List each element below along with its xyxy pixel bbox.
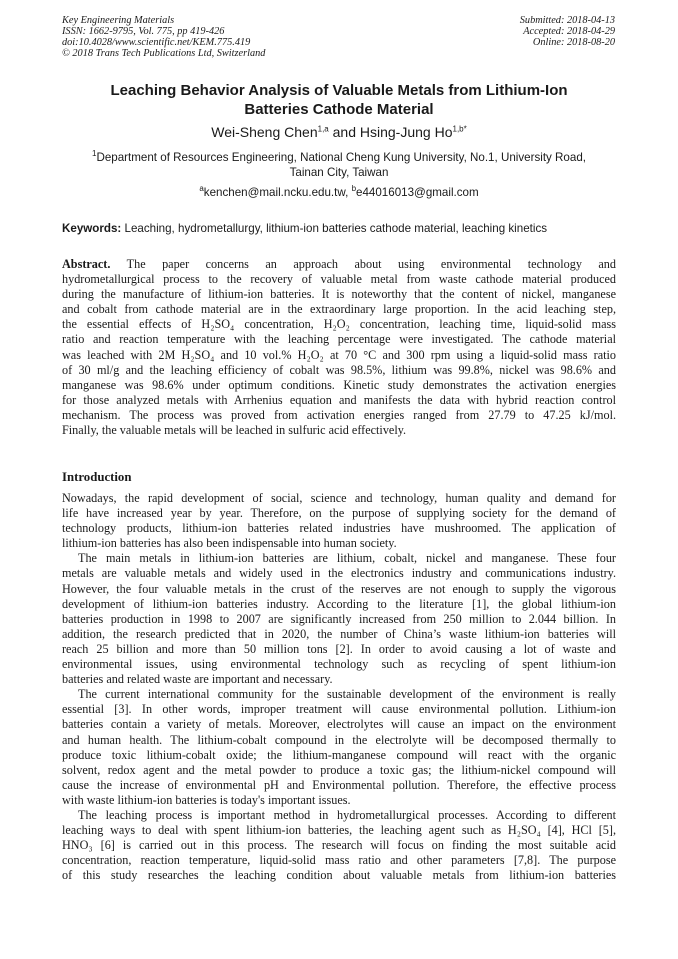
section-heading-introduction: Introduction	[62, 470, 132, 484]
text-line: reach 25 billion and more than 50 million tons [2]. In order to avoid causing a lot of waste and	[62, 641, 616, 656]
text-line: environmental issues, using environmental technology such as recycling of spent lithium-ion	[62, 657, 616, 672]
text-line: and human health. The lithium-cobalt compound in the electrolyte will be decomposed thermally to	[62, 732, 616, 747]
text-line: mechanism. The process was proved from activation energies ranged from 27.79 to 47.25 kJ/mol.	[62, 407, 616, 422]
text-line: Nowadays, the rapid development of social, science and technology, human quality and demand for	[62, 491, 616, 505]
text-line: However, the four valuable metals in the crust of the reserves are not enough to supply the vigorous	[62, 581, 616, 596]
submitted-date: Submitted: 2018-04-13	[519, 15, 615, 26]
journal-info	[62, 15, 265, 59]
text-line: metals are valuable metals and widely used in the electronics industry and communications industry.	[62, 566, 616, 581]
text-line: and cobalt from cathode material are in the extraordinary large proportion. In the acid leaching step,	[62, 302, 616, 317]
author-list	[62, 123, 616, 141]
author-affiliation-mark: 1,a	[317, 124, 329, 134]
accepted-date: Accepted: 2018-04-29	[523, 26, 615, 37]
email-address[interactable]: e44016013@gmail.com	[356, 186, 479, 199]
text-line: The current international community for the sustainable development of the environment is really	[78, 687, 616, 702]
abstract-label: Abstract.	[62, 257, 111, 271]
text-line: solvent, redox agent and the metal powder to produce a toxic gas; the lithium-nickel compound will	[62, 762, 616, 777]
affiliation-line-2: Tainan City, Taiwan	[289, 166, 389, 179]
affiliation-line-1: Department of Resources Engineering, National Cheng Kung University, No.1, University Road,	[96, 151, 586, 164]
text-line: batteries contain a variety of metals. Moreover, electrolytes will cause an impact on the environment	[62, 717, 616, 732]
keywords	[62, 221, 616, 236]
abstract	[62, 257, 616, 438]
author-emails	[62, 185, 616, 200]
online-date: Online: 2018-08-20	[532, 37, 615, 48]
author-affiliation-mark: 1,b*	[452, 124, 467, 134]
author-conjunction: and	[328, 124, 360, 140]
affiliation-mark: 1	[92, 149, 97, 159]
paper-title	[62, 81, 616, 119]
text-line: batteries and related waste are important and necessary.	[62, 672, 333, 687]
text-line: produce toxic lithium-cobalt oxide; the lithium-manganese compound will react with the organic	[62, 747, 616, 762]
text-line: during the manufacture of lithium-ion batteries. It is noteworthy that the content of nickel, manganese	[62, 287, 616, 302]
text-line: lithium-ion batteries has also been indispensable into human society.	[62, 536, 397, 551]
text-line: hydrometallurgical process to the recovery of valuable metal from waste cathode material produced	[62, 272, 616, 287]
text-line: Abstract. The paper concerns an approach about using environmental technology and	[62, 257, 616, 271]
text-line: of this study researches the leaching condition about valuable metals from lithium-ion batteries	[62, 868, 616, 883]
text-line: manganese was 98.6% under optimum conditions. Kinetic study demonstrates the activation energies	[62, 377, 616, 392]
text-line: life have increased year by year. Therefore, on the purpose of supplying society for the demand of	[62, 506, 616, 521]
journal-issn: ISSN: 1662-9795, Vol. 775, pp 419-426	[62, 26, 225, 37]
text-line: addition, the research predicted that in 2020, the number of China’s waste lithium-ion batteries will	[62, 626, 616, 641]
text-line: for those analyzed metals with Arrhenius equation and manifests the data with hybrid reaction control	[62, 392, 616, 407]
keywords-label: Keywords:	[62, 222, 122, 235]
paper-title-line-1: Leaching Behavior Analysis of Valuable Metals from Lithium-Ion	[110, 82, 568, 99]
keywords-text: Leaching, hydrometallurgy, lithium-ion batteries cathode material, leaching kinetics	[121, 222, 548, 235]
text-line: Finally, the valuable metals will be leached in sulfuric acid effectively.	[62, 423, 407, 438]
introduction-body	[62, 491, 616, 883]
text-line: leaching ways to deal with spent lithium-ion batteries, the leaching agent such as H₂SO₄ [4], HCl [5],	[62, 823, 616, 838]
text-line: concentration, reaction temperature, liquid-solid mass ratio and other parameters [7,8]. The purpose	[62, 853, 616, 868]
text-line: with waste lithium-ion batteries is today's important issues.	[62, 792, 351, 807]
text-line: of 30 ml/g and the leaching efficiency of cobalt was 98.5%, lithium was 99.8%, nickel was 98.6% and	[62, 362, 616, 377]
paper-title-line-2: Batteries Cathode Material	[244, 101, 434, 118]
affiliation	[62, 150, 616, 180]
text-line: was leached with 2M H₂SO₄ and 10 vol.% H₂O₂ at 70 °C and 300 rpm using a liquid-solid mass ratio	[62, 347, 616, 362]
text-line: The leaching process is important method in hydrometallurgical processes. According to different	[78, 807, 616, 822]
email-mark: b	[351, 184, 357, 194]
text-line: The main metals in lithium-ion batteries are lithium, cobalt, nickel and manganese. These four	[78, 551, 616, 566]
journal-doi: doi:10.4028/www.scientific.net/KEM.775.419	[62, 37, 251, 48]
journal-name: Key Engineering Materials	[62, 15, 175, 26]
submission-dates	[520, 15, 615, 48]
text-line: HNO₃ [6] is carried out in this process. The research will focus on finding the most suitable acid	[62, 838, 616, 853]
text-line: ratio and reaction temperature with the leaching percentage were investigated. The cathode material	[62, 332, 616, 347]
author-name: Hsing-Jung Ho	[359, 124, 453, 140]
text-line: essential [3]. In other words, improper treatment will cause environmental pollution. Lithium-ion	[62, 702, 616, 717]
text-line: technology products, lithium-ion batteries related industries have mushroomed. The application of	[62, 521, 616, 536]
journal-copyright: © 2018 Trans Tech Publications Ltd, Switzerland	[62, 48, 266, 59]
text-line: development of lithium-ion batteries industry. According to the literature [1], the global lithium-ion	[62, 596, 616, 611]
email-address[interactable]: kenchen@mail.ncku.edu.tw,	[203, 186, 352, 199]
author-name: Wei-Sheng Chen	[211, 124, 318, 140]
email-mark: a	[199, 184, 204, 194]
text-line: batteries production in 1998 to 2007 are significantly increased from 250 million to 2.044 billion. In	[62, 611, 616, 626]
text-line: the essential effects of H₂SO₄ concentration, H₂O₂ concentration, leaching time, liquid-solid mass	[62, 317, 616, 332]
text-line: cause the increase of environmental pH and Environmental pollution. Therefore, the effective process	[62, 777, 616, 792]
